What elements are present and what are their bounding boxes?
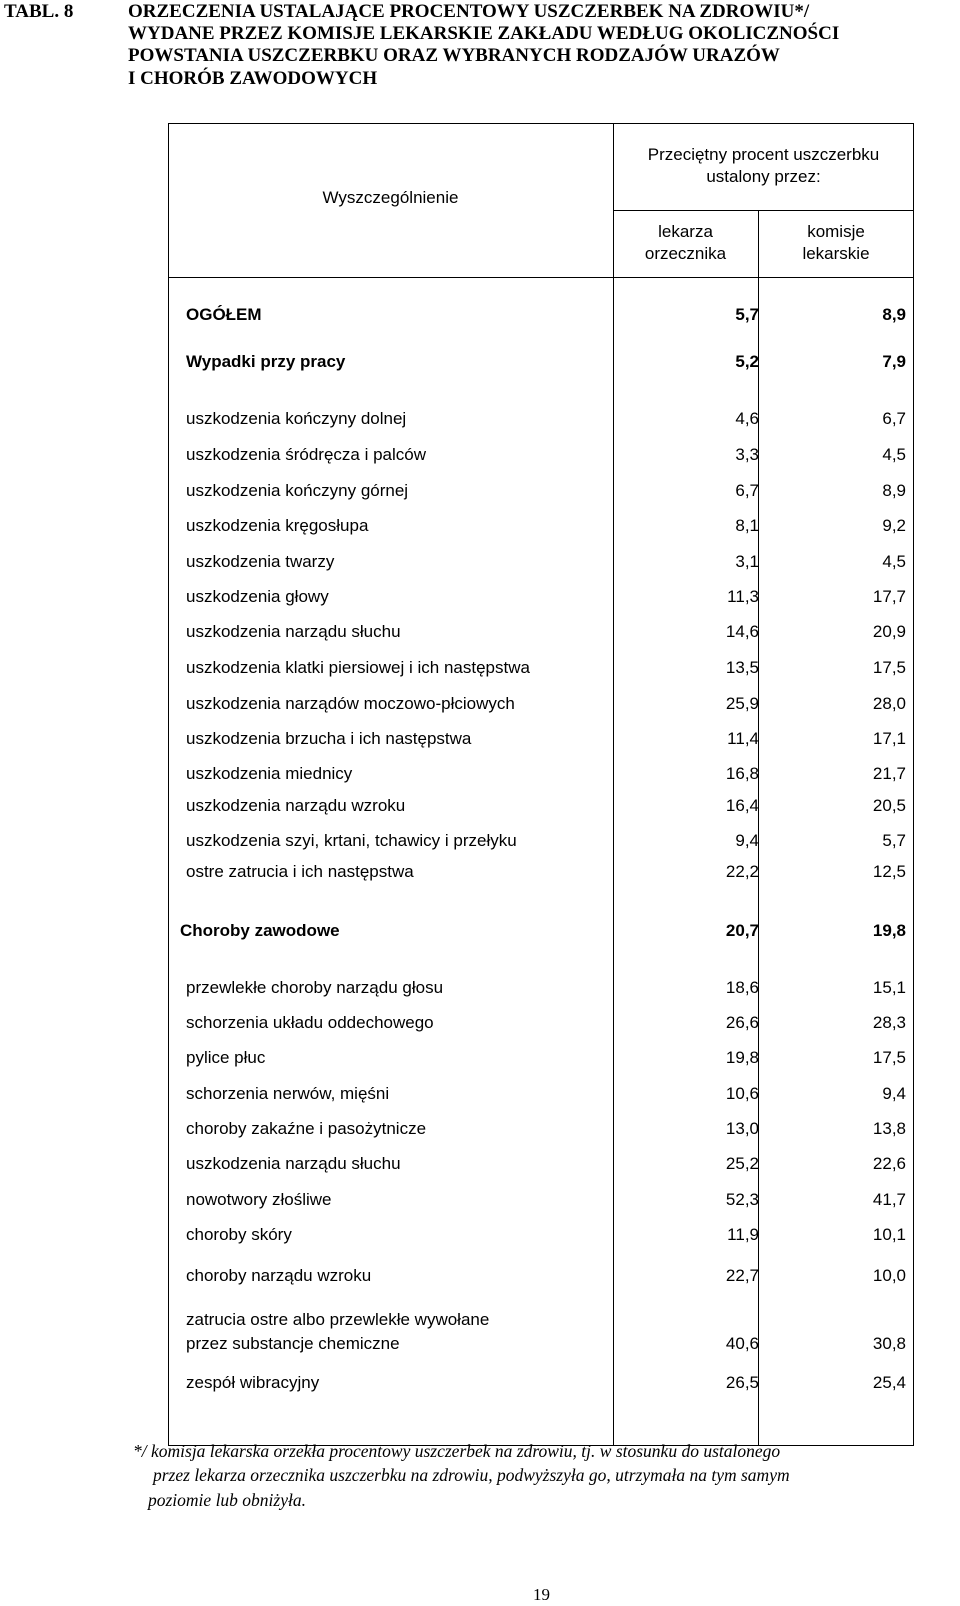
value-lekarza: 14,6 [725, 622, 759, 641]
row-label: choroby narządu wzroku [186, 1266, 372, 1285]
row-label: schorzenia układu oddechowego [186, 1013, 434, 1032]
footnote-line: */ komisja lekarska orzekła procentowy uszczerbek na zdrowiu, tj. w stosunku do ustalonego [133, 1441, 781, 1461]
page-number: 19 [533, 1585, 550, 1604]
value-komisje: 17,5 [872, 658, 906, 677]
value-lekarza: 11,4 [727, 729, 759, 748]
table-title-line: I CHORÓB ZAWODOWYCH [128, 68, 378, 89]
value-komisje: 17,7 [872, 587, 906, 606]
value-komisje: 30,8 [872, 1334, 906, 1353]
footnote-line: poziomie lub obniżyła. [148, 1490, 306, 1510]
column-header-lekarza-line2: orzecznika [644, 244, 727, 263]
value-lekarza: 8,1 [735, 516, 759, 535]
value-komisje: 28,3 [872, 1013, 906, 1032]
value-lekarza: 26,6 [725, 1013, 759, 1032]
value-lekarza: 3,1 [735, 552, 759, 571]
value-lekarza: 3,3 [735, 445, 759, 464]
value-komisje: 28,0 [872, 694, 906, 713]
value-lekarza: 16,8 [725, 764, 759, 783]
value-komisje: 20,9 [872, 622, 906, 641]
value-komisje: 7,9 [882, 352, 906, 371]
column-group-header-line1: Przeciętny procent uszczerbku [647, 145, 880, 164]
value-komisje: 9,4 [882, 1084, 906, 1103]
value-komisje: 20,5 [872, 796, 906, 815]
row-label: choroby skóry [186, 1225, 292, 1244]
value-komisje: 17,5 [872, 1048, 906, 1067]
row-label: OGÓŁEM [186, 305, 262, 324]
value-lekarza: 6,7 [735, 481, 759, 500]
value-komisje: 17,1 [872, 729, 906, 748]
row-label: uszkodzenia narządu słuchu [186, 622, 401, 641]
value-lekarza: 25,2 [725, 1154, 759, 1173]
column-header-komisje-line2: lekarskie [802, 244, 870, 263]
row-label: choroby zakaźne i pasożytnicze [186, 1119, 427, 1138]
header-divider [168, 277, 914, 278]
value-lekarza: 5,2 [735, 352, 759, 371]
table-title-line: WYDANE PRZEZ KOMISJE LEKARSKIE ZAKŁADU WEDŁUG OKOLICZNOŚCI [128, 23, 840, 44]
value-komisje: 8,9 [882, 305, 906, 324]
value-komisje: 5,7 [882, 831, 906, 850]
table-title-line: ORZECZENIA USTALAJĄCE PROCENTOWY USZCZERBEK NA ZDROWIU*/ [128, 1, 810, 22]
row-label: nowotwory złośliwe [186, 1190, 332, 1209]
value-lekarza: 19,8 [725, 1048, 759, 1067]
row-label: ostre zatrucia i ich następstwa [186, 862, 414, 881]
row-label: zatrucia ostre albo przewlekłe wywołane [186, 1310, 490, 1329]
value-komisje: 12,5 [872, 862, 906, 881]
value-komisje: 8,9 [882, 481, 906, 500]
row-label: uszkodzenia narządów moczowo-płciowych [186, 694, 515, 713]
row-label: uszkodzenia szyi, krtani, tchawicy i przełyku [186, 831, 517, 850]
statistics-table [168, 123, 914, 1446]
column-divider [758, 210, 759, 1446]
value-lekarza: 9,4 [735, 831, 759, 850]
row-label: uszkodzenia śródręcza i palców [186, 445, 427, 464]
value-lekarza: 18,6 [725, 978, 759, 997]
value-lekarza: 4,6 [735, 409, 759, 428]
value-komisje: 10,0 [872, 1266, 906, 1285]
row-label: uszkodzenia kręgosłupa [186, 516, 369, 535]
value-lekarza: 13,0 [725, 1119, 759, 1138]
header-group-divider [613, 210, 914, 211]
value-lekarza: 5,7 [735, 305, 759, 324]
value-lekarza: 11,3 [727, 587, 759, 606]
value-komisje: 13,8 [872, 1119, 906, 1138]
value-lekarza: 20,7 [725, 921, 759, 940]
value-komisje: 6,7 [882, 409, 906, 428]
value-komisje: 9,2 [882, 516, 906, 535]
value-lekarza: 25,9 [725, 694, 759, 713]
value-komisje: 25,4 [872, 1373, 906, 1392]
value-lekarza: 16,4 [725, 796, 759, 815]
row-label: przewlekłe choroby narządu głosu [186, 978, 444, 997]
column-group-header-line2: ustalony przez: [706, 167, 821, 186]
column-header-lekarza-line1: lekarza [658, 222, 713, 241]
row-label: zespół wibracyjny [186, 1373, 320, 1392]
row-label: Choroby zawodowe [180, 921, 340, 940]
row-label: uszkodzenia brzucha i ich następstwa [186, 729, 472, 748]
value-lekarza: 11,9 [727, 1225, 759, 1244]
column-header-description: Wyszczególnienie [322, 188, 459, 207]
row-label: uszkodzenia kończyny górnej [186, 481, 409, 500]
row-label: Wypadki przy pracy [186, 352, 346, 371]
value-komisje: 4,5 [882, 445, 906, 464]
row-label: uszkodzenia twarzy [186, 552, 335, 571]
column-header-komisje-line1: komisje [807, 222, 865, 241]
value-komisje: 15,1 [872, 978, 906, 997]
row-label: uszkodzenia narządu słuchu [186, 1154, 401, 1173]
row-label: uszkodzenia narządu wzroku [186, 796, 406, 815]
value-lekarza: 26,5 [725, 1373, 759, 1392]
row-label: pylice płuc [186, 1048, 266, 1067]
table-number: TABL. 8 [4, 1, 74, 22]
value-lekarza: 13,5 [725, 658, 759, 677]
value-komisje: 19,8 [872, 921, 906, 940]
value-komisje: 4,5 [882, 552, 906, 571]
row-label: uszkodzenia miednicy [186, 764, 353, 783]
row-label: uszkodzenia kończyny dolnej [186, 409, 407, 428]
value-lekarza: 22,2 [725, 862, 759, 881]
row-label: schorzenia nerwów, mięśni [186, 1084, 390, 1103]
footnote-line: przez lekarza orzecznika uszczerbku na zdrowiu, podwyższyła go, utrzymała na tym samym [153, 1465, 790, 1485]
row-label: uszkodzenia klatki piersiowej i ich następstwa [186, 658, 530, 677]
row-label: uszkodzenia głowy [186, 587, 329, 606]
value-komisje: 10,1 [872, 1225, 906, 1244]
value-lekarza: 40,6 [725, 1334, 759, 1353]
value-komisje: 41,7 [872, 1190, 906, 1209]
value-lekarza: 22,7 [725, 1266, 759, 1285]
value-lekarza: 10,6 [725, 1084, 759, 1103]
row-label-continuation: przez substancje chemiczne [186, 1334, 400, 1353]
column-divider [613, 123, 614, 1446]
value-komisje: 21,7 [872, 764, 906, 783]
value-lekarza: 52,3 [725, 1190, 759, 1209]
table-title-line: POWSTANIA USZCZERBKU ORAZ WYBRANYCH RODZAJÓW URAZÓW [128, 45, 780, 66]
value-komisje: 22,6 [872, 1154, 906, 1173]
